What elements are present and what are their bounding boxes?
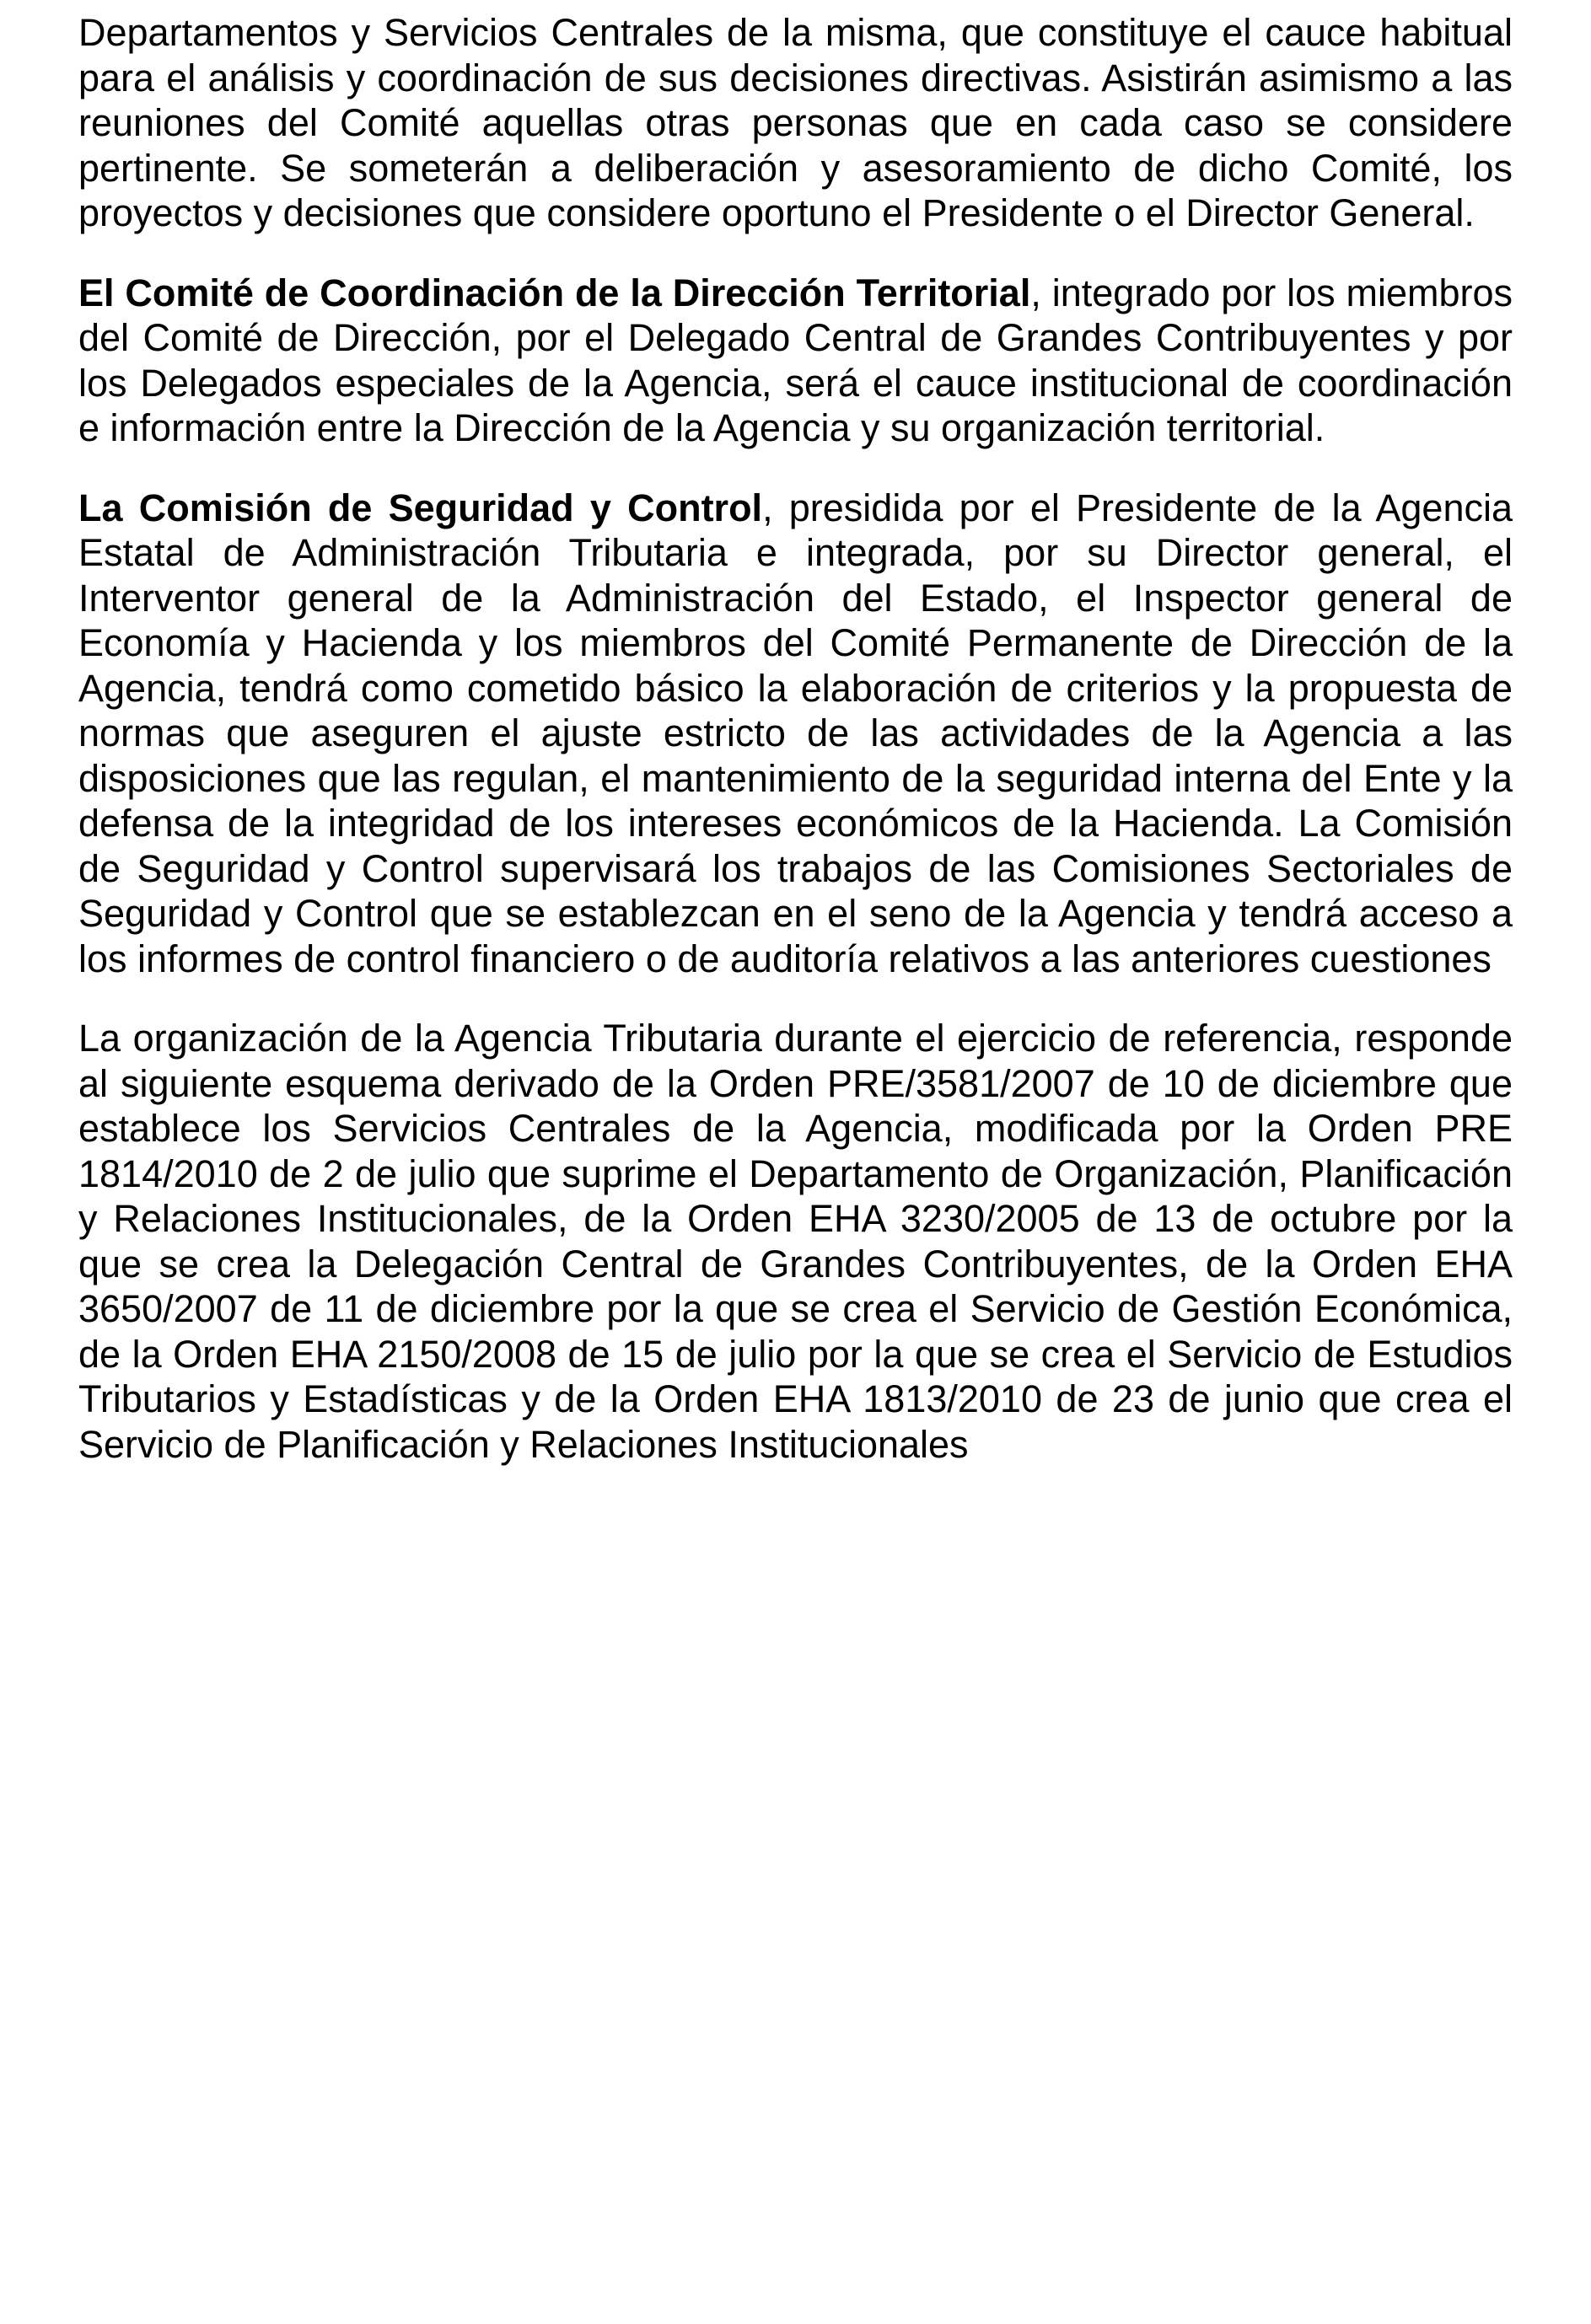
paragraph-text: , integrado por los miembros del Comité de Dirección, por el Delegado Central de Grandes Contribuyentes y por los Delegados especiales de la Agencia, será el cauce institucional de coordinación e información entre la Dirección de la Agencia y su organización territorial.	[78, 271, 1513, 449]
paragraph-text: La organización de la Agencia Tributaria durante el ejercicio de referencia, responde al siguiente esquema derivado de la Orden PRE/3581/2007 de 10 de diciembre que establece los Servicios Centrales de la Agencia, modificada por la Orden PRE 1814/2010 de 2 de julio que suprime el Departamento de Organización, Planificación y Relaciones Institucionales, de la Orden EHA 3230/2005 de 13 de octubre por la que se crea la Delegación Central de Grandes Contribuyentes, de la Orden EHA 3650/2007 de 11 de diciembre por la que se crea el Servicio de Gestión Económica, de la Orden EHA 2150/2008 de 15 de julio por la que se crea el Servicio de Estudios Tributarios y Estadísticas y de la Orden EHA 1813/2010 de 23 de junio que crea el Servicio de Planificación y Relaciones Institucionales	[78, 1017, 1513, 1466]
paragraph-comite-coordinacion-territorial	[78, 271, 1513, 451]
paragraph-lead: El Comité de Coordinación de la Dirección Territorial	[78, 271, 1031, 314]
paragraph-lead: La Comisión de Seguridad y Control	[78, 486, 763, 529]
paragraph-organizacion-agencia	[78, 1016, 1513, 1467]
paragraph-comision-seguridad-control	[78, 486, 1513, 982]
paragraph-comite-direccion	[78, 10, 1513, 236]
document-page	[78, 10, 1513, 1501]
paragraph-text: , presidida por el Presidente de la Agencia Estatal de Administración Tributaria e integrada, por su Director general, el Interventor general de la Administración del Estado, el Inspector general de Economía y Hacienda y los miembros del Comité Permanente de Dirección de la Agencia, tendrá como cometido básico la elaboración de criterios y la propuesta de normas que aseguren el ajuste estricto de las actividades de la Agencia a las disposiciones que las regulan, el mantenimiento de la seguridad interna del Ente y la defensa de la integridad de los intereses económicos de la Hacienda. La Comisión de Seguridad y Control supervisará los trabajos de las Comisiones Sectoriales de Seguridad y Control que se establezcan en el seno de la Agencia y tendrá acceso a los informes de control financiero o de auditoría relativos a las anteriores cuestiones	[78, 486, 1513, 980]
paragraph-text: Departamentos y Servicios Centrales de la misma, que constituye el cauce habitual para el análisis y coordinación de sus decisiones directivas. Asistirán asimismo a las reuniones del Comité aquellas otras personas que en cada caso se considere pertinente. Se someterán a deliberación y asesoramiento de dicho Comité, los proyectos y decisiones que considere oportuno el Presidente o el Director General.	[78, 11, 1513, 234]
